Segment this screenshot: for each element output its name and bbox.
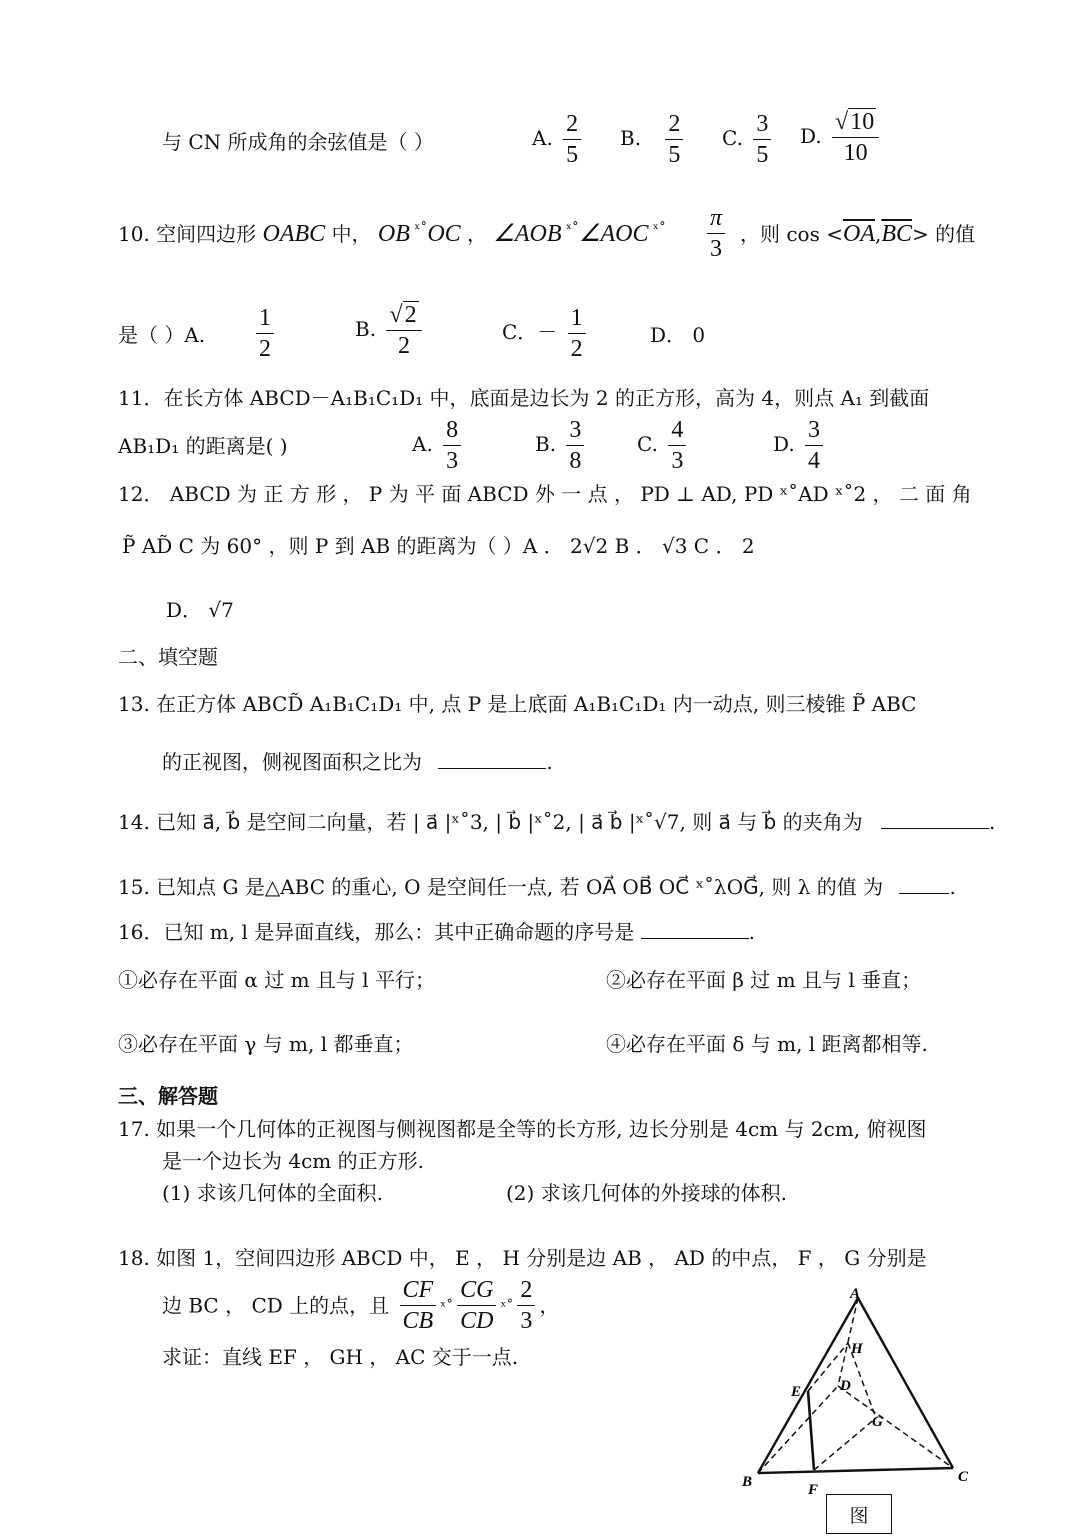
q12-option-d: D． √7 <box>166 598 234 622</box>
q16-option-3: ③必存在平面 γ 与 m, l 都垂直； <box>118 1032 414 1056</box>
figure-label-e: E <box>791 1384 802 1400</box>
q17-subquestion-1: (1) 求该几何体的全面积. <box>162 1181 384 1205</box>
figure-label-f: F <box>808 1482 819 1498</box>
figure-label-d: D <box>840 1378 851 1394</box>
q10-stem: 10. 空间四边形 OABC 中， OB $^{ˣ˚}$OC ， ∠AOB $^{ˣ˚}$∠AOC $^{ˣ˚}$ <box>118 221 666 247</box>
q10-option-c: C．－ $\frac{1}{2}$ <box>502 306 590 361</box>
q10-option-b: B. $\frac{√2}{2}$ <box>355 303 426 358</box>
q16-option-1: ①必存在平面 α 过 m 且与 l 平行； <box>118 968 436 992</box>
figure-caption: 图 <box>826 1494 892 1534</box>
q11-option-d: D. $\frac{3}{4}$ <box>773 418 827 473</box>
q17-subquestion-2: (2) 求该几何体的外接球的体积. <box>506 1181 788 1205</box>
q13-stem-cont: 的正视图，侧视图面积之比为 . <box>162 750 553 774</box>
section-solve-title: 三、解答题 <box>118 1084 218 1108</box>
q9-option-d: D. $\frac{√10}{10}$ <box>800 110 883 165</box>
q15-answer-blank[interactable] <box>899 893 949 894</box>
q11-option-b: B. $\frac{3}{8}$ <box>535 418 588 473</box>
q9-option-b: B. $\frac{2}{5}$ <box>620 112 687 167</box>
figure-label-g: G <box>872 1414 883 1430</box>
q11-stem-cont: AB₁D₁ 的距离是( ) <box>118 434 288 458</box>
q16-stem: 16．已知 m, l 是异面直线，那么：其中正确命题的序号是 . <box>118 920 755 944</box>
q17-stem: 17. 如果一个几何体的正视图与侧视图都是全等的长方形, 边长分别是 4cm 与 2cm, 俯视图 <box>118 1117 927 1141</box>
figure-label-h: H <box>851 1341 863 1357</box>
q12-stem-cont: P̃ AD̃ C 为 60° ，则 P 到 AB 的距离为（ ）A ． 2√2 B ． √3 C ． 2 <box>122 534 755 558</box>
q11-stem: 11．在长方体 ABCD－A₁B₁C₁D₁ 中，底面是边长为 2 的正方形，高为 4，则点 A₁ 到截面 <box>118 386 930 410</box>
q16-option-4: ④必存在平面 δ 与 m, l 距离都相等. <box>606 1032 928 1056</box>
q16-answer-blank[interactable] <box>641 938 749 939</box>
q9-option-c: C. $\frac{3}{5}$ <box>722 112 775 167</box>
q14-stem: 14. 已知 a⃗, b⃗ 是空间二向量，若 | a⃗ |ˣ˚3, | b⃗ |ˣ˚2, | a⃗ b⃗ |ˣ˚√7, 则 a⃗ 与 b⃗ 的夹角为 . <box>118 810 996 834</box>
q17-stem-cont: 是一个边长为 4cm 的正方形. <box>162 1149 424 1173</box>
q10-pi-fraction: $\frac{\pi}{3}$ <box>703 206 729 261</box>
q11-option-c: C. $\frac{4}{3}$ <box>637 418 690 473</box>
section-fill-in-title: 二、填空题 <box>118 645 218 669</box>
figure-label-c: C <box>958 1469 969 1485</box>
q13-answer-blank[interactable] <box>438 768 546 769</box>
tetrahedron-figure <box>738 1288 978 1498</box>
q18-stem-cont: 边 BC ， CD 上的点，且 $\frac{CF}{CB}$ ˣ˚ $\frac{CG}{CD}$ ˣ˚ $\frac{2}{3}$ ， <box>162 1277 560 1334</box>
q18-stem: 18. 如图 1，空间四边形 ABCD 中， E ， H 分别是边 AB ， AD 的中点， F ， G 分别是 <box>118 1246 927 1270</box>
q16-option-2: ②必存在平面 β 过 m 且与 l 垂直； <box>606 968 922 992</box>
q9-stem: 与 CN 所成角的余弦值是（ ） <box>162 130 434 154</box>
q14-answer-blank[interactable] <box>881 828 989 829</box>
q15-stem: 15. 已知点 G 是△ABC 的重心, O 是空间任一点, 若 OA⃗ OB⃗ OC⃗ ˣ˚λOG⃗, 则 λ 的值 为 . <box>118 875 956 899</box>
q10-option-d: D． 0 <box>650 323 706 347</box>
q13-stem: 13. 在正方体 ABCD̃ A₁B₁C₁D₁ 中, 点 P 是上底面 A₁B₁C₁D₁ 内一动点, 则三棱锥 P̃ ABC <box>118 692 917 716</box>
q9-option-a: A. $\frac{2}{5}$ <box>532 112 585 167</box>
q11-option-a: A. $\frac{8}{3}$ <box>412 418 465 473</box>
figure-label-a: A <box>850 1288 861 1302</box>
q10-options-lead: 是（ ）A. <box>118 323 206 347</box>
q10-option-a: $\frac{1}{2}$ <box>252 306 278 361</box>
q10-cos-expression: ，则 $\cos <\overline{OA},\overline{BC}>$ 的值 <box>740 221 976 247</box>
q18-prove: 求证：直线 EF ， GH ， AC 交于一点. <box>162 1345 519 1369</box>
figure-label-b: B <box>742 1474 753 1490</box>
q12-stem: 12． ABCD 为 正 方 形 ， P 为 平 面 ABCD 外 一 点 ， PD ⊥ AD, PD ˣ˚AD ˣ˚2 ， 二 面 角 <box>118 482 972 506</box>
